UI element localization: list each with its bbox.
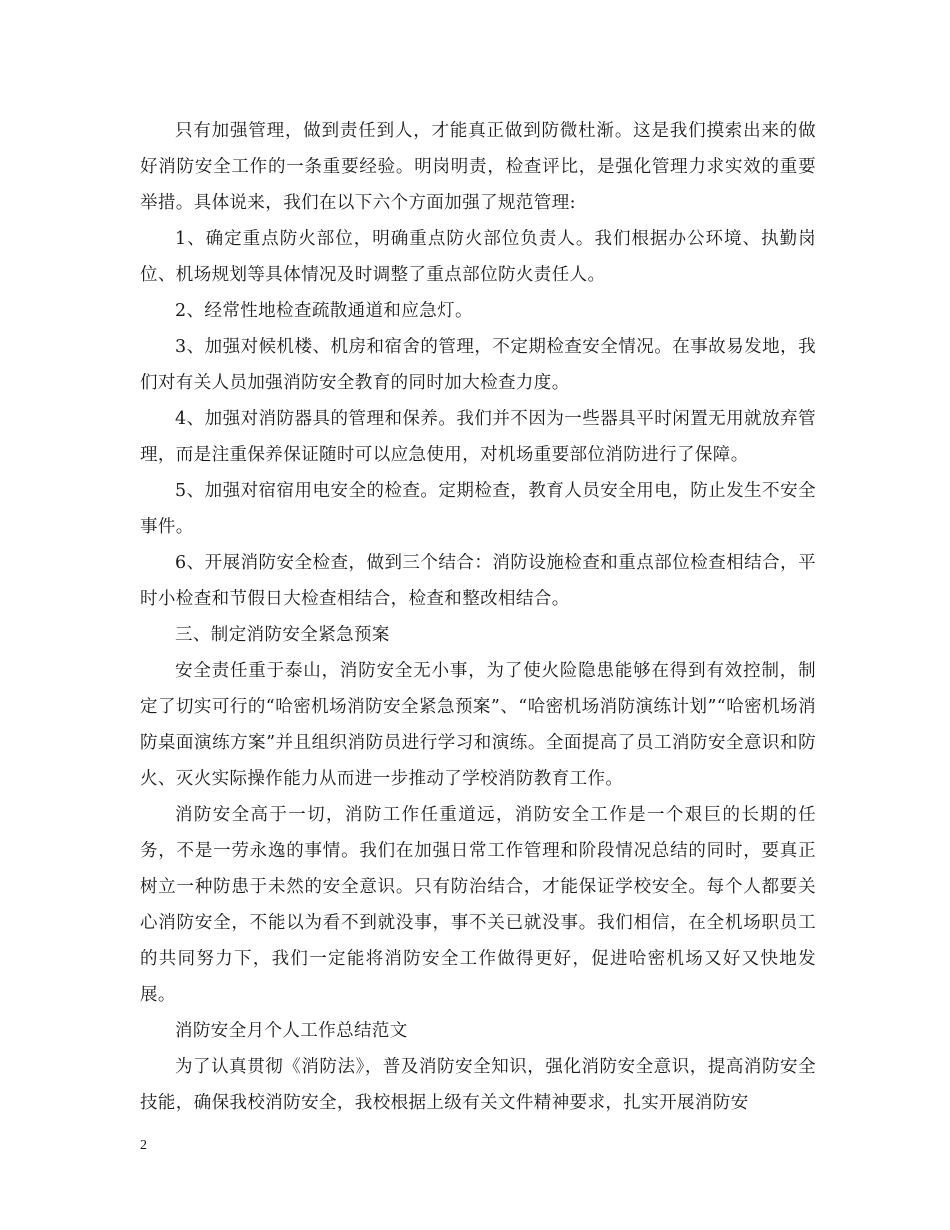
paragraph-conclusion: 消防安全高于一切，消防工作任重道远，消防安全工作是一个艰巨的长期的任务，不是一劳永逸的事情。我们在加强日常工作管理和阶段情况总结的同时，要真正树立一种防患于未然的安全意识。只有防治结合，才能保证学校安全。每个人都要关心消防安全，不能以为看不到就没事，事不关已就没事。我们相信，在全机场职员工的共同努力下，我们一定能将消防安全工作做得更好，促进哈密机场又好又快地发展。 — [140, 805, 816, 1005]
paragraph-item-5: 5、加强对宿宿用电安全的检查。定期检查，教育人员安全用电，防止发生不安全事件。 — [140, 481, 816, 537]
paragraph-item-1: 1、确定重点防火部位，明确重点防火部位负责人。我们根据办公环境、执勤岗位、机场规划等具体情况及时调整了重点部位防火责任人。 — [140, 229, 816, 285]
paragraph-item-4: 4、加强对消防器具的管理和保养。我们并不因为一些器具平时闲置无用就放弃管理，而是注重保养保证随时可以应急使用，对机场重要部位消防进行了保障。 — [140, 409, 816, 465]
paragraph-emergency-plan: 安全责任重于泰山，消防安全无小事，为了使火险隐患能够在得到有效控制，制定了切实可行的“哈密机场消防安全紧急预案”、“哈密机场消防演练计划”“哈密机场消防桌面演练方案”并且组织消防员进行学习和演练。全面提高了员工消防安全意识和防火、灭火实际操作能力从而进一步推动了学校消防教育工作。 — [140, 661, 816, 789]
paragraph-item-6: 6、开展消防安全检查，做到三个结合：消防设施检查和重点部位检查相结合，平时小检查和节假日大检查相结合，检查和整改相结合。 — [140, 553, 816, 609]
paragraph-summary-intro: 为了认真贯彻《消防法》，普及消防安全知识，强化消防安全意识，提高消防安全技能，确保我校消防安全，我校根据上级有关文件精神要求，扎实开展消防安 — [140, 1057, 816, 1113]
section-heading-summary: 消防安全月个人工作总结范文 — [175, 1021, 408, 1041]
page-number: 2 — [140, 1138, 147, 1153]
section-heading-emergency-plan: 三、制定消防安全紧急预案 — [175, 625, 390, 645]
paragraph-management-intro: 只有加强管理，做到责任到人，才能真正做到防微杜渐。这是我们摸索出来的做好消防安全工作的一条重要经验。明岗明责，检查评比，是强化管理力求实效的重要举措。具体说来，我们在以下六个方面加强了规范管理: — [140, 121, 816, 213]
paragraph-item-2: 2、经常性地检查疏散通道和应急灯。 — [175, 301, 473, 321]
paragraph-item-3: 3、加强对候机楼、机房和宿舍的管理，不定期检查安全情况。在事故易发地，我们对有关人员加强消防安全教育的同时加大检查力度。 — [140, 337, 816, 393]
document-body — [140, 113, 816, 1121]
